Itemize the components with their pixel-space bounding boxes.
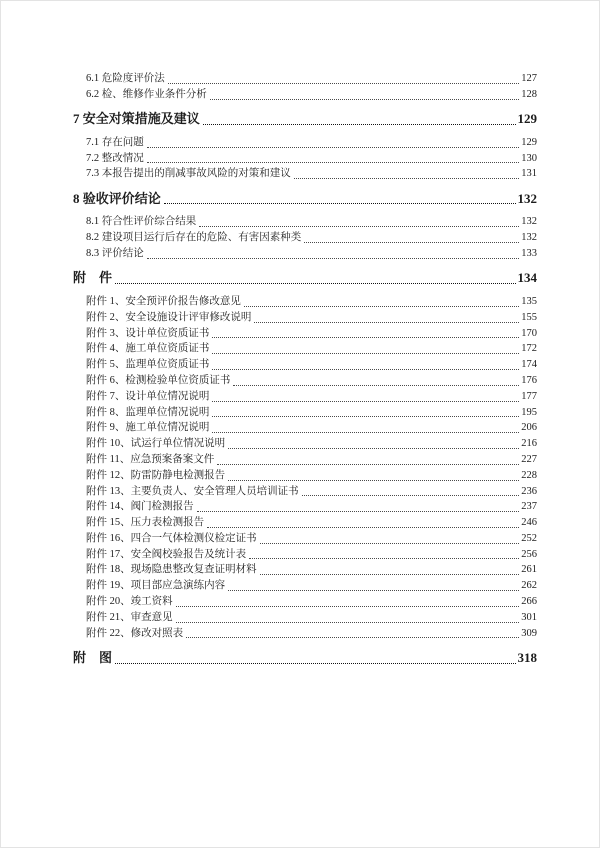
toc-entry-label: 附件 1、安全预评价报告修改意见	[86, 295, 241, 307]
toc-entry-page: 135	[521, 295, 537, 307]
dot-leader	[203, 124, 516, 125]
toc-entry-page: 174	[521, 359, 537, 371]
toc-entry-row	[73, 151, 537, 167]
toc-entry-label: 附件 14、阀门检测报告	[86, 501, 194, 513]
toc-entry-label: 附件 4、施工单位资质证书	[86, 343, 210, 355]
dot-leader	[304, 242, 519, 243]
dot-leader	[228, 480, 519, 481]
toc-entry-page: 262	[521, 580, 537, 592]
toc-entry-page: 228	[521, 469, 537, 481]
dot-leader	[212, 432, 519, 433]
toc-entry-page: 133	[521, 247, 537, 259]
toc-entry-row	[73, 594, 537, 610]
toc-entry-label: 7 安全对策措施及建议	[73, 111, 200, 127]
toc-entry-row	[73, 420, 537, 436]
table-of-contents	[73, 71, 537, 674]
toc-entry-page: 127	[521, 73, 537, 84]
toc-entry-page: 216	[521, 438, 537, 450]
dot-leader	[147, 147, 520, 148]
toc-entry-row	[73, 87, 537, 103]
toc-entry-row	[73, 166, 537, 182]
toc-entry-label: 附件 16、四合一气体检测仪检定证书	[86, 532, 257, 544]
toc-entry-page: 176	[521, 374, 537, 386]
toc-entry-label: 附件 11、应急预案备案文件	[86, 453, 215, 465]
toc-entry-page: 170	[521, 327, 537, 339]
toc-entry-row	[73, 562, 537, 578]
toc-entry-label: 7.3 本报告提出的削减事故风险的对策和建议	[86, 168, 291, 180]
toc-entry-label: 附件 13、主要负责人、安全管理人员培训证书	[86, 485, 299, 497]
toc-entry-label: 8.3 评价结论	[86, 247, 144, 259]
dot-leader	[254, 322, 519, 323]
toc-entry-row	[73, 484, 537, 500]
dot-leader	[260, 574, 520, 575]
toc-entry-row	[73, 246, 537, 262]
toc-entry-label: 8.2 建设项目运行后存在的危险、有害因素种类	[86, 232, 302, 244]
toc-entry-row	[73, 230, 537, 246]
toc-entry-row	[73, 436, 537, 452]
toc-entry-page: 129	[521, 136, 537, 148]
toc-entry-row	[73, 610, 537, 626]
toc-entry-row	[73, 357, 537, 373]
toc-entry-label: 附件 21、审查意见	[86, 611, 173, 623]
dot-leader	[168, 83, 520, 84]
toc-entry-label: 附件 8、监理单位情况说明	[86, 406, 210, 418]
dot-leader	[212, 337, 519, 338]
toc-entry-page: 177	[521, 390, 537, 402]
toc-heading-row	[73, 268, 537, 287]
toc-entry-row	[73, 452, 537, 468]
toc-entry-label: 附件 19、项目部应急演练内容	[86, 580, 226, 592]
toc-entry-page: 130	[521, 152, 537, 164]
dot-leader	[212, 369, 519, 370]
dot-leader	[228, 590, 519, 591]
dot-leader	[176, 606, 520, 607]
toc-entry-label: 附件 7、设计单位情况说明	[86, 390, 210, 402]
dot-leader	[212, 353, 519, 354]
toc-entry-row	[73, 389, 537, 405]
dot-leader	[217, 464, 519, 465]
toc-entry-page: 246	[521, 517, 537, 529]
toc-entry-row	[73, 214, 537, 230]
toc-entry-page: 301	[521, 611, 537, 623]
toc-entry-label: 附 图	[73, 650, 113, 666]
toc-entry-label: 附 件	[73, 270, 113, 286]
toc-entry-page: 309	[521, 627, 537, 639]
dot-leader	[212, 416, 519, 417]
toc-entry-label: 附件 2、安全设施设计评审修改说明	[86, 311, 252, 323]
toc-entry-row	[73, 310, 537, 326]
toc-entry-label: 附件 9、施工单位情况说明	[86, 422, 210, 434]
toc-heading-row	[73, 189, 537, 208]
toc-entry-label: 附件 20、竣工资料	[86, 596, 173, 608]
dot-leader	[244, 306, 519, 307]
toc-entry-row	[73, 547, 537, 563]
dot-leader	[249, 558, 519, 559]
toc-entry-row	[73, 373, 537, 389]
toc-entry-row	[73, 578, 537, 594]
toc-entry-page: 155	[521, 311, 537, 323]
toc-entry-label: 7.2 整改情况	[86, 152, 144, 164]
dot-leader	[147, 258, 520, 259]
toc-entry-label: 附件 5、监理单位资质证书	[86, 359, 210, 371]
toc-entry-row	[73, 468, 537, 484]
dot-leader	[294, 178, 520, 179]
dot-leader	[233, 385, 519, 386]
toc-entry-row	[73, 626, 537, 642]
toc-entry-page: 318	[517, 650, 537, 666]
toc-entry-page: 134	[517, 270, 537, 286]
toc-entry-row	[73, 326, 537, 342]
toc-entry-label: 附件 3、设计单位资质证书	[86, 327, 210, 339]
toc-entry-row	[73, 294, 537, 310]
toc-entry-label: 附件 18、现场隐患整改复查证明材料	[86, 564, 257, 576]
toc-entry-row	[73, 515, 537, 531]
toc-entry-page: 132	[521, 232, 537, 244]
toc-entry-row	[73, 71, 537, 87]
toc-entry-label: 附件 6、检测检验单位资质证书	[86, 374, 231, 386]
dot-leader	[197, 511, 520, 512]
toc-entry-label: 8.1 符合性评价综合结果	[86, 216, 197, 228]
toc-entry-row	[73, 135, 537, 151]
toc-entry-page: 132	[517, 190, 537, 206]
dot-leader	[302, 495, 520, 496]
toc-entry-label: 附件 17、安全阀校验报告及统计表	[86, 548, 247, 560]
dot-leader	[164, 203, 516, 204]
toc-entry-page: 266	[521, 596, 537, 608]
toc-entry-row	[73, 405, 537, 421]
dot-leader	[186, 637, 519, 638]
toc-entry-page: 128	[521, 88, 537, 100]
toc-entry-page: 227	[521, 453, 537, 465]
toc-entry-page: 132	[521, 216, 537, 228]
toc-entry-label: 8 验收评价结论	[73, 190, 161, 206]
toc-entry-label: 附件 10、试运行单位情况说明	[86, 438, 226, 450]
toc-entry-label: 6.1 危险度评价法	[86, 73, 165, 84]
toc-entry-page: 129	[517, 111, 537, 127]
dot-leader	[207, 527, 519, 528]
toc-entry-page: 172	[521, 343, 537, 355]
toc-entry-page: 261	[521, 564, 537, 576]
toc-entry-label: 6.2 检、维修作业条件分析	[86, 88, 207, 100]
toc-entry-row	[73, 531, 537, 547]
toc-heading-row	[73, 109, 537, 128]
toc-entry-row	[73, 499, 537, 515]
toc-entry-page: 131	[521, 168, 537, 180]
toc-entry-label: 附件 12、防雷防静电检测报告	[86, 469, 226, 481]
dot-leader	[212, 401, 519, 402]
toc-entry-page: 256	[521, 548, 537, 560]
toc-entry-label: 附件 15、压力表检测报告	[86, 517, 205, 529]
dot-leader	[260, 543, 520, 544]
dot-leader	[176, 622, 520, 623]
toc-entry-page: 237	[521, 501, 537, 513]
dot-leader	[199, 226, 519, 227]
toc-entry-row	[73, 341, 537, 357]
toc-entry-page: 236	[521, 485, 537, 497]
dot-leader	[228, 448, 519, 449]
dot-leader	[210, 99, 520, 100]
toc-entry-label: 7.1 存在问题	[86, 136, 144, 148]
toc-entry-page: 195	[521, 406, 537, 418]
toc-entry-page: 206	[521, 422, 537, 434]
dot-leader	[147, 162, 520, 163]
toc-entry-page: 252	[521, 532, 537, 544]
toc-entry-label: 附件 22、修改对照表	[86, 627, 184, 639]
dot-leader	[115, 283, 515, 284]
dot-leader	[115, 663, 515, 664]
toc-heading-row	[73, 648, 537, 667]
